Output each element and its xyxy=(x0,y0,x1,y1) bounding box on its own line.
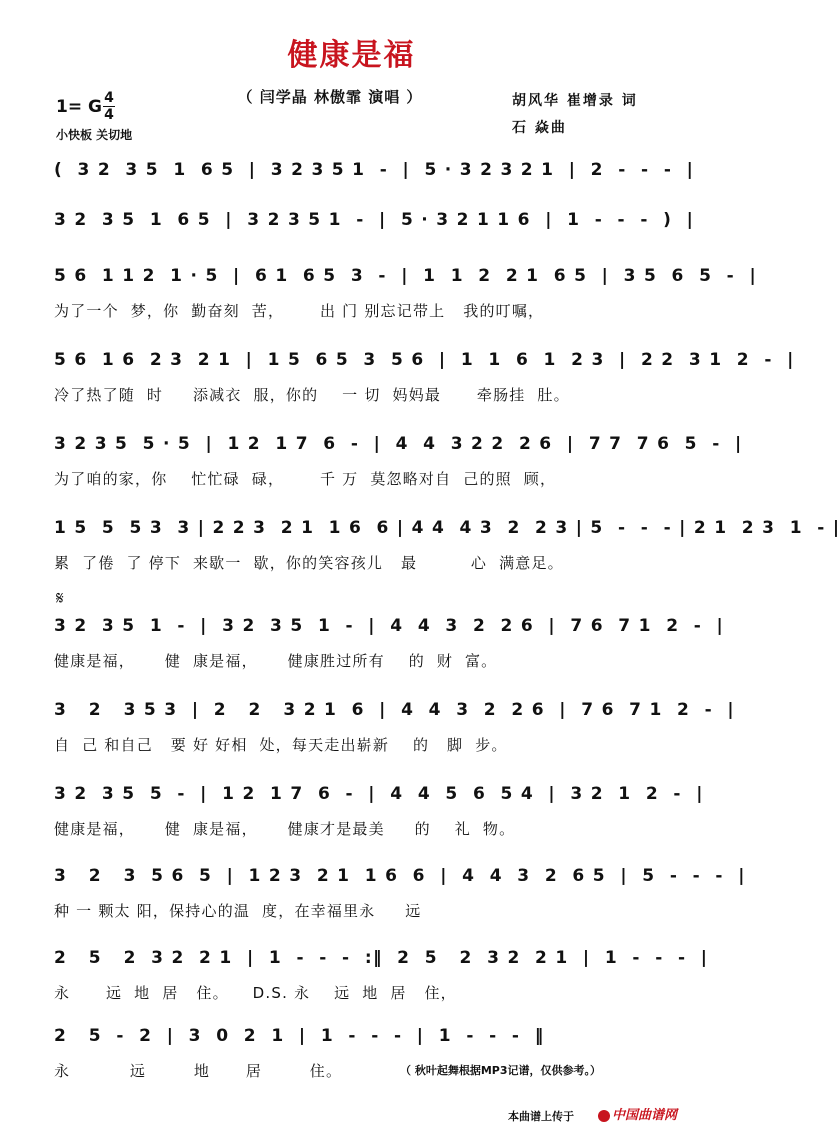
lyricist-credit: 胡风华 崔增录 词 xyxy=(512,93,638,109)
lyrics-line: 为了咱的家，你 忙忙碌 碌， 千 万 莫忽略对自 己的照 顾， xyxy=(54,470,557,488)
upload-note: 本曲谱上传于 xyxy=(508,1110,574,1123)
logo-text: 中国曲谱网 xyxy=(612,1108,678,1123)
meter-top: 4 xyxy=(104,90,114,106)
tempo-marking: 小快板 关切地 xyxy=(56,128,133,142)
notes-line: 3 2 3 5 5 - | 1 2 1 7 6 - | 4 4 5 6 5 4 | 3 2 1 2 - | xyxy=(54,784,704,804)
notes-line: ( 3 2 3 5 1 6 5 | 3 2 3 5 1 - | 5 · 3 2 3 2 1 | 2 - - - | xyxy=(54,160,695,180)
lyrics-line: 健康是福， 健 康是福， 健康才是最美 的 礼 物。 xyxy=(54,820,516,838)
lyrics-line: 为了一个 梦，你 勤奋刻 苦， 出 门 别忘记带上 我的叮嘱， xyxy=(54,302,545,320)
logo-icon xyxy=(598,1110,610,1122)
song-title: 健康是福 xyxy=(287,38,416,73)
time-signature xyxy=(102,90,116,123)
notes-line: 3 2 3 5 6 5 | 1 2 3 2 1 1 6 6 | 4 4 3 2 6 5 | 5 - - - | xyxy=(54,866,746,886)
site-logo[interactable] xyxy=(598,1104,696,1124)
notes-line: 3 2 3 5 5 · 5 | 1 2 1 7 6 - | 4 4 3 2 2 2 6 | 7 7 7 6 5 - | xyxy=(54,434,743,454)
lyrics-line: 健康是福， 健 康是福， 健康胜过所有 的 财 富。 xyxy=(54,652,498,670)
lyrics-line: 永 远 地 居 住。 D.S. 永 远 地 居 住， xyxy=(54,984,457,1002)
lyrics-line: 种 一 颗太 阳，保持心的温 度，在幸福里永 远 xyxy=(54,902,422,920)
notes-line: 5 6 1 1 2 1 · 5 | 6 1 6 5 3 - | 1 1 2 2 1 6 5 | 3 5 6 5 - | xyxy=(54,266,757,286)
lyrics-line: 自 己 和自己 要 好 好相 处，每天走出崭新 的 脚 步。 xyxy=(54,736,508,754)
notes-line: 3 2 3 5 1 - | 3 2 3 5 1 - | 4 4 3 2 2 6 | 7 6 7 1 2 - | xyxy=(54,616,725,636)
notes-line: 2 5 2 3 2 2 1 | 1 - - - :‖ 2 5 2 3 2 2 1 | 1 - - - | xyxy=(54,948,709,968)
key-signature: 1= G xyxy=(56,97,102,117)
performers: （ 闫学晶 林傲霏 演唱 ） xyxy=(237,88,423,106)
lyrics-line: 冷了热了随 时 添减衣 服，你的 一 切 妈妈最 牵肠挂 肚。 xyxy=(54,386,570,404)
lyrics-line: 永 远 地 居 住。 xyxy=(54,1062,343,1080)
transcription-note: （ 秋叶起舞根据MP3记谱，仅供参考。） xyxy=(400,1064,601,1077)
composer-credit: 石 焱曲 xyxy=(512,120,567,136)
meter-bottom: 4 xyxy=(104,107,114,123)
segno-sign: 𝄋 xyxy=(56,588,64,609)
lyrics-line: 累 了倦 了 停下 来歇一 歇，你的笑容孩儿 最 心 满意足。 xyxy=(54,554,564,572)
notes-line: 3 2 3 5 3 | 2 2 3 2 1 6 | 4 4 3 2 2 6 | 7 6 7 1 2 - | xyxy=(54,700,735,720)
notes-line: 5 6 1 6 2 3 2 1 | 1 5 6 5 3 5 6 | 1 1 6 1 2 3 | 2 2 3 1 2 - | xyxy=(54,350,795,370)
notes-line: 1 5 5 5 3 3 | 2 2 3 2 1 1 6 6 | 4 4 4 3 2 2 3 | 5 - - - | 2 1 2 3 1 - | xyxy=(54,518,840,538)
notes-line: 3 2 3 5 1 6 5 | 3 2 3 5 1 - | 5 · 3 2 1 1 6 | 1 - - - ) | xyxy=(54,210,695,230)
notes-line: 2 5 - 2 | 3 0 2 1 | 1 - - - | 1 - - - ‖ xyxy=(54,1026,545,1046)
